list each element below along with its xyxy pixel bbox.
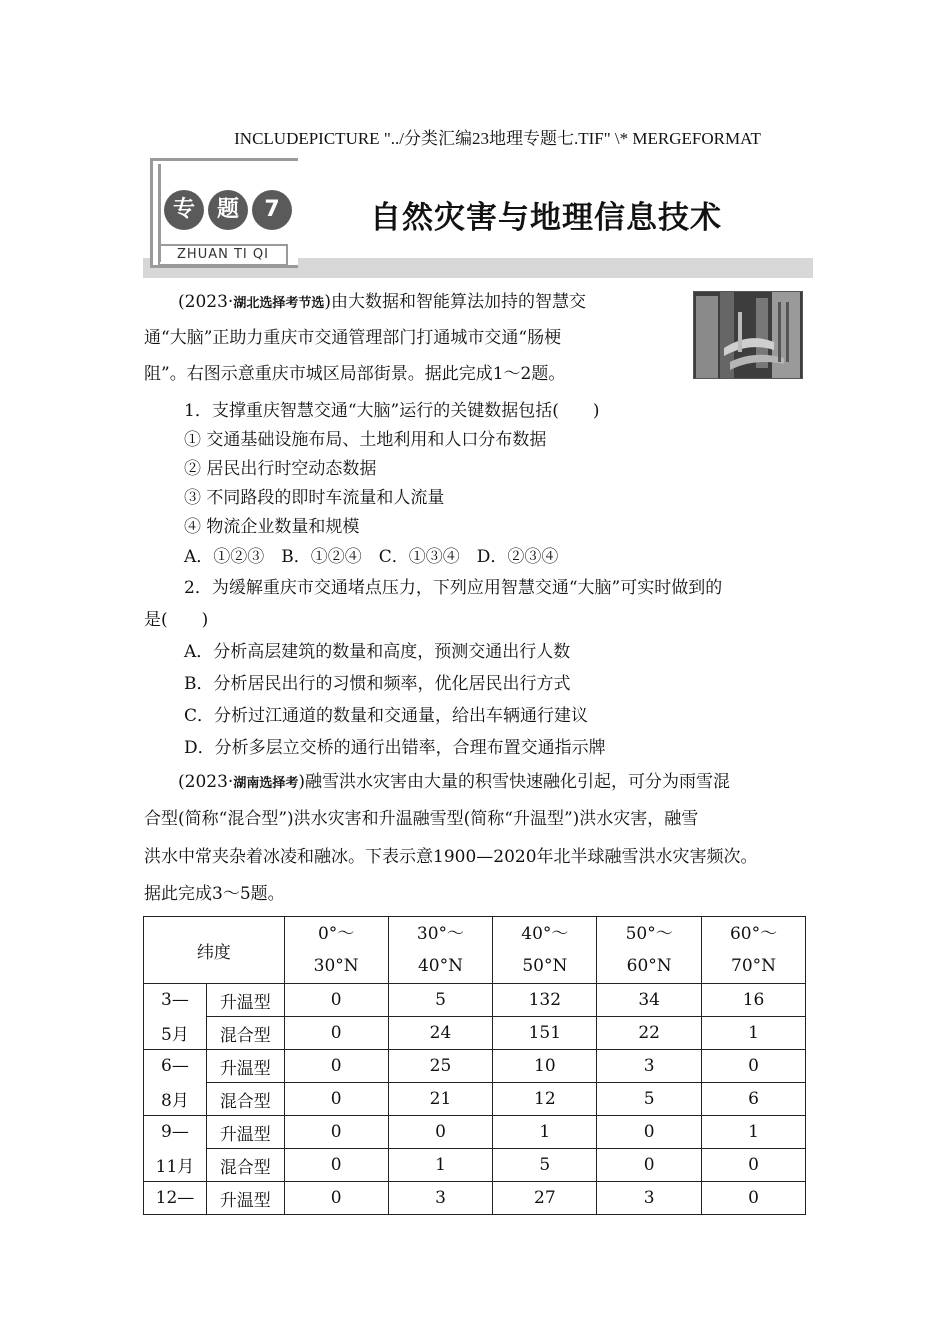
table-header-row — [144, 917, 806, 984]
table-row — [144, 1050, 806, 1083]
table-value-cell: 0 — [284, 1083, 388, 1116]
q1-item-2: ② 居民出行时空动态数据 — [184, 459, 377, 479]
passage1-source: 湖北选择考节选 — [233, 296, 325, 311]
table-value-cell: 0 — [284, 1116, 388, 1149]
table-value-cell: 0 — [388, 1116, 493, 1149]
q1-stem: 1．支撑重庆智慧交通“大脑”运行的关键数据包括( ) — [184, 401, 600, 421]
table-type-cell: 升温型 — [206, 984, 284, 1017]
table-value-cell: 0 — [284, 1017, 388, 1050]
q2-option-b: B．分析居民出行的习惯和频率，优化居民出行方式 — [184, 674, 571, 694]
table-type-cell: 混合型 — [206, 1149, 284, 1182]
table-value-cell: 22 — [597, 1017, 702, 1050]
table-value-cell: 27 — [493, 1182, 597, 1215]
table-row — [144, 1083, 806, 1116]
table-value-cell: 132 — [493, 984, 597, 1017]
table-value-cell: 0 — [597, 1149, 702, 1182]
banner-pinyin: ZHUAN TI QI — [158, 244, 288, 266]
table-value-cell: 10 — [493, 1050, 597, 1083]
table-value-cell: 21 — [388, 1083, 493, 1116]
table-type-cell: 升温型 — [206, 1116, 284, 1149]
table-value-cell: 0 — [702, 1050, 806, 1083]
passage2-line3: 洪水中常夹杂着冰凌和融冰。下表示意1900—2020年北半球融雪洪水灾害频次。 — [144, 847, 758, 867]
table-value-cell: 1 — [493, 1116, 597, 1149]
banner-char-ti: 题 — [208, 190, 248, 230]
table-period-cell: 12— — [144, 1182, 207, 1215]
table-period-cell: 9— — [144, 1116, 207, 1149]
passage2-line1: (2023·湖南选择考)融雪洪水灾害由大量的积雪快速融化引起，可分为雨雪混 — [178, 772, 730, 792]
table-body — [144, 984, 806, 1215]
table-value-cell: 0 — [284, 1050, 388, 1083]
table-period-cell: 8月 — [144, 1083, 207, 1116]
table-value-cell: 1 — [388, 1149, 493, 1182]
table-period-cell: 3— — [144, 984, 207, 1017]
table-value-cell: 0 — [284, 984, 388, 1017]
table-value-cell: 0 — [284, 1149, 388, 1182]
table-value-cell: 5 — [493, 1149, 597, 1182]
table-value-cell: 0 — [284, 1182, 388, 1215]
passage1-line2: 通“大脑”正助力重庆市交通管理部门打通城市交通“肠梗 — [144, 328, 562, 348]
table-value-cell: 6 — [702, 1083, 806, 1116]
q2-stem-line2: 是( ) — [144, 610, 209, 630]
table-col-header: 30°～ 40°N — [388, 917, 493, 984]
table-value-cell: 151 — [493, 1017, 597, 1050]
table-value-cell: 3 — [388, 1182, 493, 1215]
q1-item-4: ④ 物流企业数量和规模 — [184, 517, 360, 537]
table-value-cell: 25 — [388, 1050, 493, 1083]
page-title: 自然灾害与地理信息技术 — [370, 200, 722, 236]
table-value-cell: 34 — [597, 984, 702, 1017]
table-col-header: 60°～ 70°N — [702, 917, 806, 984]
q1-item-3: ③ 不同路段的即时车流量和人流量 — [184, 488, 445, 508]
table-col-header: 40°～ 50°N — [493, 917, 597, 984]
table-value-cell: 3 — [597, 1050, 702, 1083]
passage2-line2: 合型(简称“混合型”)洪水灾害和升温融雪型(简称“升温型”)洪水灾害，融雪 — [144, 809, 699, 829]
passage2-source: 湖南选择考 — [233, 776, 299, 791]
table-value-cell: 0 — [597, 1116, 702, 1149]
table-type-cell: 混合型 — [206, 1017, 284, 1050]
table-value-cell: 1 — [702, 1116, 806, 1149]
table-period-cell: 6— — [144, 1050, 207, 1083]
q2-option-d: D．分析多层立交桥的通行出错率，合理布置交通指示牌 — [184, 738, 606, 758]
table-value-cell: 12 — [493, 1083, 597, 1116]
table-type-cell: 混合型 — [206, 1083, 284, 1116]
field-code-note: INCLUDEPICTURE "../分类汇编23地理专题七.TIF" \* MERGEFORMAT — [234, 129, 761, 148]
passage1-line3: 阻”。右图示意重庆市城区局部街景。据此完成1～2题。 — [144, 364, 566, 384]
street-photo — [693, 291, 803, 379]
snowmelt-flood-table — [143, 916, 806, 1215]
passage1-line1: (2023·湖北选择考节选)由大数据和智能算法加持的智慧交 — [178, 292, 586, 312]
q2-option-c: C．分析过江通道的数量和交通量，给出车辆通行建议 — [184, 706, 589, 726]
table-row — [144, 1182, 806, 1215]
table-type-cell: 升温型 — [206, 1182, 284, 1215]
table-col-header: 50°～ 60°N — [597, 917, 702, 984]
table-col-header: 0°～ 30°N — [284, 917, 388, 984]
table-value-cell: 1 — [702, 1017, 806, 1050]
table-value-cell: 0 — [702, 1149, 806, 1182]
banner-char-number: 7 — [252, 190, 292, 230]
table-value-cell: 16 — [702, 984, 806, 1017]
q1-item-1: ① 交通基础设施布局、土地利用和人口分布数据 — [184, 430, 547, 450]
q2-stem-line1: 2．为缓解重庆市交通堵点压力，下列应用智慧交通“大脑”可实时做到的 — [184, 578, 723, 598]
table-value-cell: 24 — [388, 1017, 493, 1050]
table-row — [144, 1116, 806, 1149]
passage2-line4: 据此完成3～5题。 — [144, 884, 285, 904]
table-row — [144, 984, 806, 1017]
banner-char-zhuan: 专 — [164, 190, 204, 230]
table-period-cell: 11月 — [144, 1149, 207, 1182]
table-value-cell: 3 — [597, 1182, 702, 1215]
q2-option-a: A．分析高层建筑的数量和高度，预测交通出行人数 — [184, 642, 571, 662]
table-corner-cell: 纬度 — [144, 917, 285, 984]
table-type-cell: 升温型 — [206, 1050, 284, 1083]
table-value-cell: 5 — [388, 984, 493, 1017]
table-value-cell: 5 — [597, 1083, 702, 1116]
table-period-cell: 5月 — [144, 1017, 207, 1050]
table-row — [144, 1017, 806, 1050]
q1-choices: A．①②③ B．①②④ C．①③④ D．②③④ — [184, 547, 559, 567]
table-value-cell: 0 — [702, 1182, 806, 1215]
table-row — [144, 1149, 806, 1182]
